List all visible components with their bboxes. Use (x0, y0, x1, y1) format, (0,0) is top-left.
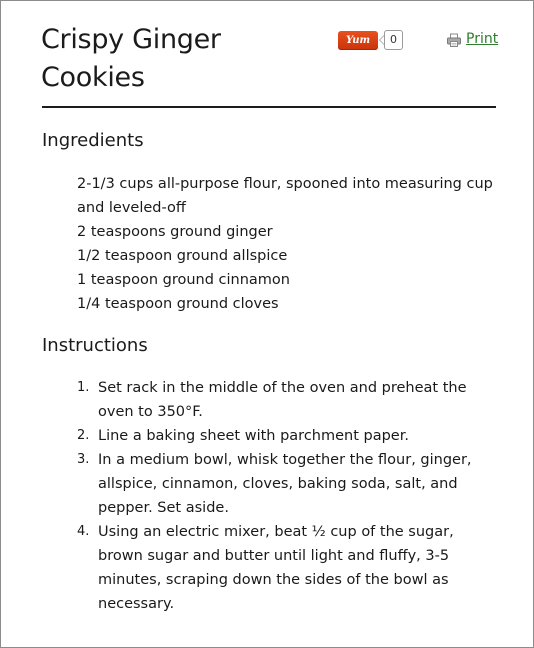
printer-icon (447, 32, 461, 46)
ingredient-item: 1 teaspoon ground cinnamon (77, 272, 290, 288)
ingredient-item: 1/4 teaspoon ground cloves (77, 296, 279, 312)
recipe-title: Crispy Ginger Cookies (41, 24, 221, 93)
instruction-step (77, 520, 482, 616)
ingredient-item: 2-1/3 cups all-purpose flour, spooned into measuring cup and leveled-off (77, 176, 493, 216)
step-text: In a medium bowl, whisk together the flour, ginger, allspice, cinnamon, cloves, baking soda, salt, and pepper. Set aside. (98, 452, 472, 516)
ingredient-item: 2 teaspoons ground ginger (77, 224, 273, 240)
print-link[interactable] (447, 31, 498, 47)
instruction-step (77, 424, 482, 448)
yum-button[interactable]: Yum (338, 31, 378, 50)
step-text: Using an electric mixer, beat ½ cup of the sugar, brown sugar and butter until light and fluffy, 3-5 minutes, scraping down the sides of the bowl as necessary. (98, 524, 454, 612)
instruction-step (77, 448, 482, 520)
title-divider (42, 106, 496, 108)
step-number: 3. (77, 452, 90, 467)
ingredients-heading: Ingredients (42, 130, 144, 151)
step-text: Set rack in the middle of the oven and preheat the oven to 350°F. (98, 380, 467, 420)
step-number: 4. (77, 524, 90, 539)
yum-count-bubble (384, 30, 403, 50)
step-number: 1. (77, 380, 90, 395)
instruction-step (77, 376, 482, 424)
instructions-list (77, 376, 482, 616)
yum-widget (338, 30, 403, 50)
instructions-heading: Instructions (42, 335, 148, 356)
yum-count: 0 (384, 30, 403, 50)
step-text: Line a baking sheet with parchment paper. (98, 428, 409, 444)
ingredients-list (77, 172, 497, 316)
ingredient-item: 1/2 teaspoon ground allspice (77, 248, 288, 264)
step-number: 2. (77, 428, 90, 443)
print-label: Print (466, 31, 499, 47)
